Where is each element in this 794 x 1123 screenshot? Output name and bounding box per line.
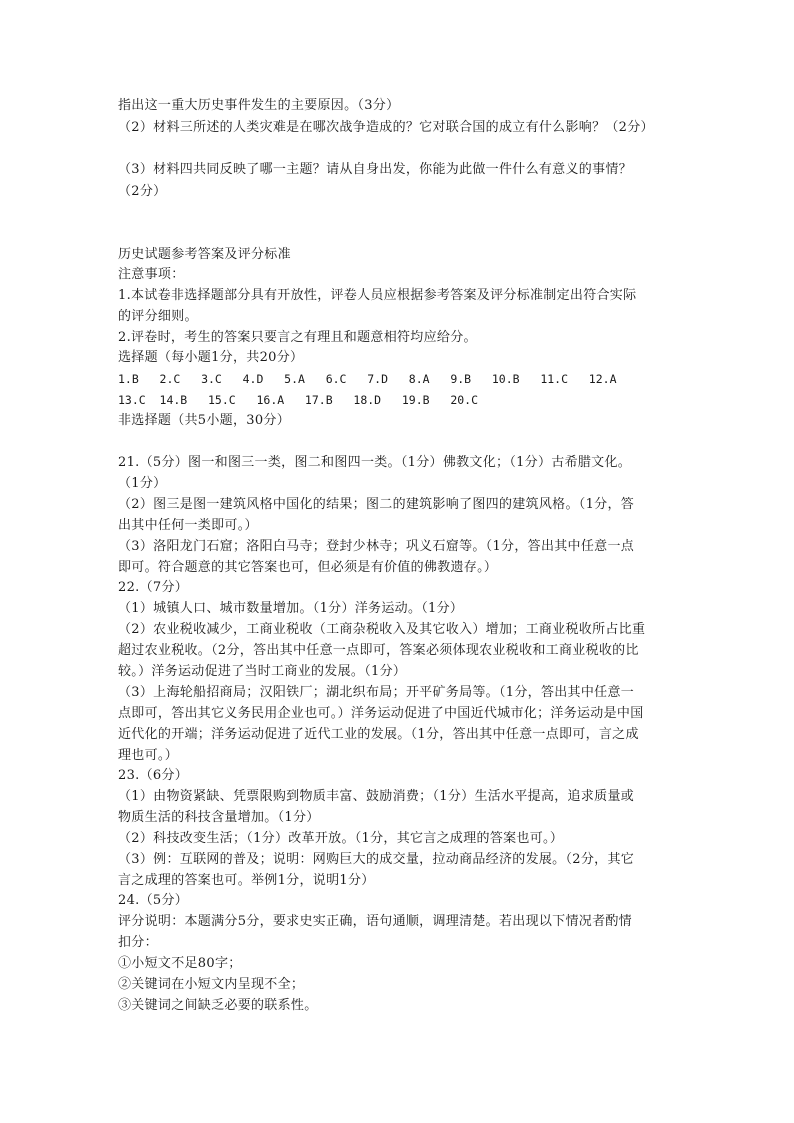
answer-line: 言之成理的答案也可。举例1分，说明1分）	[118, 873, 375, 888]
answer-line: 23.（6分）	[118, 768, 189, 783]
question-line: （2分）	[118, 184, 167, 199]
non-mcq-heading: 非选择题（共5小题，30分）	[118, 413, 291, 428]
mcq-answers-row: 1.B 2.C 3.C 4.D 5.A 6.C 7.D 8.A 9.B 10.B 11.C 12.A	[118, 372, 617, 386]
mcq-answers-row: 13.C 14.B 15.C 16.A 17.B 18.D 19.B 20.C	[118, 393, 479, 407]
answer-line: （1分）	[118, 476, 167, 491]
question-line: （3）材料四共同反映了哪一主题？请从自身出发，你能为此做一件什么有意义的事情？	[118, 162, 632, 177]
answer-line: （1）城镇人口、城市数量增加。（1分）洋务运动。（1分）	[118, 601, 464, 616]
answer-key-title: 历史试题参考答案及评分标准	[118, 247, 291, 262]
answer-line: 理也可。）	[118, 748, 179, 763]
mcq-heading: 选择题（每小题1分，共20分）	[118, 350, 304, 365]
answer-line: （1）由物资紧缺、凭票限购到物质丰富、鼓励消费；（1分）生活水平提高，追求质量或	[118, 789, 635, 804]
answer-line: 21.（5分）图一和图三一类，图二和图四一类。（1分）佛教文化；（1分）古希腊文化。	[118, 455, 632, 470]
answer-line: （3）例：互联网的普及；说明：网购巨大的成交量，拉动商品经济的发展。（2分，其它	[118, 852, 635, 867]
question-line: （2）材料三所述的人类灾难是在哪次战争造成的？它对联合国的成立有什么影响？（2分）	[118, 120, 654, 135]
answer-line: ①小短文不足80字；	[118, 956, 242, 971]
answer-line: 近代化的开端；洋务运动促进了近代工业的发展。（1分，答出其中任意一点即可，言之成	[118, 727, 639, 742]
question-line: 指出这一重大历史事件发生的主要原因。（3分）	[118, 98, 400, 113]
answer-line: 评分说明：本题满分5分，要求史实正确，语句通顺，调理清楚。若出现以下情况者酌情	[118, 914, 632, 929]
answer-line: 即可。符合题意的其它答案也可，但必须是有价值的佛教遗存。）	[118, 560, 498, 575]
answer-line: （3）洛阳龙门石窟；洛阳白马寺；登封少林寺；巩义石窟等。（1分，答出其中任意一点	[118, 539, 635, 554]
answer-line: 22.（7分）	[118, 580, 189, 595]
answer-line: （3）上海轮船招商局；汉阳铁厂；湖北织布局；开平矿务局等。（1分，答出其中任意一	[118, 685, 635, 700]
note-line: 2.评卷时，考生的答案只要言之有理且和题意相符均应给分。	[118, 330, 477, 345]
answer-line: 24.（5分）	[118, 893, 189, 908]
answer-line: （2）农业税收减少，工商业税收（工商杂税收入及其它收入）增加；工商业税收所占比重	[118, 622, 646, 637]
answer-line: ②关键词在小短文内呈现不全；	[118, 977, 305, 992]
note-line: 的评分细则。	[118, 309, 198, 324]
answer-line: （2）图三是图一建筑风格中国化的结果；图二的建筑影响了图四的建筑风格。（1分，答	[118, 497, 635, 512]
notes-heading: 注意事项：	[118, 267, 185, 282]
answer-line: 超过农业税收。（2分，答出其中任意一点即可，答案必须体现农业税收和工商业税收的比	[118, 643, 639, 658]
answer-line: 点即可，答出其它义务民用企业也可。）洋务运动促进了中国近代城市化；洋务运动是中国	[118, 706, 644, 721]
answer-line: （2）科技改变生活；（1分）改革开放。（1分，其它言之成理的答案也可。）	[118, 831, 564, 846]
answer-line: ③关键词之间缺乏必要的联系性。	[118, 998, 318, 1013]
answer-line: 较。）洋务运动促进了当时工商业的发展。（1分）	[118, 664, 407, 679]
note-line: 1.本试卷非选择题部分具有开放性，评卷人员应根据参考答案及评分标准制定出符合实际	[118, 288, 637, 303]
answer-line: 物质生活的科技含量增加。（1分）	[118, 810, 320, 825]
answer-line: 扣分：	[118, 935, 158, 950]
answer-line: 出其中任何一类即可。）	[118, 518, 258, 533]
